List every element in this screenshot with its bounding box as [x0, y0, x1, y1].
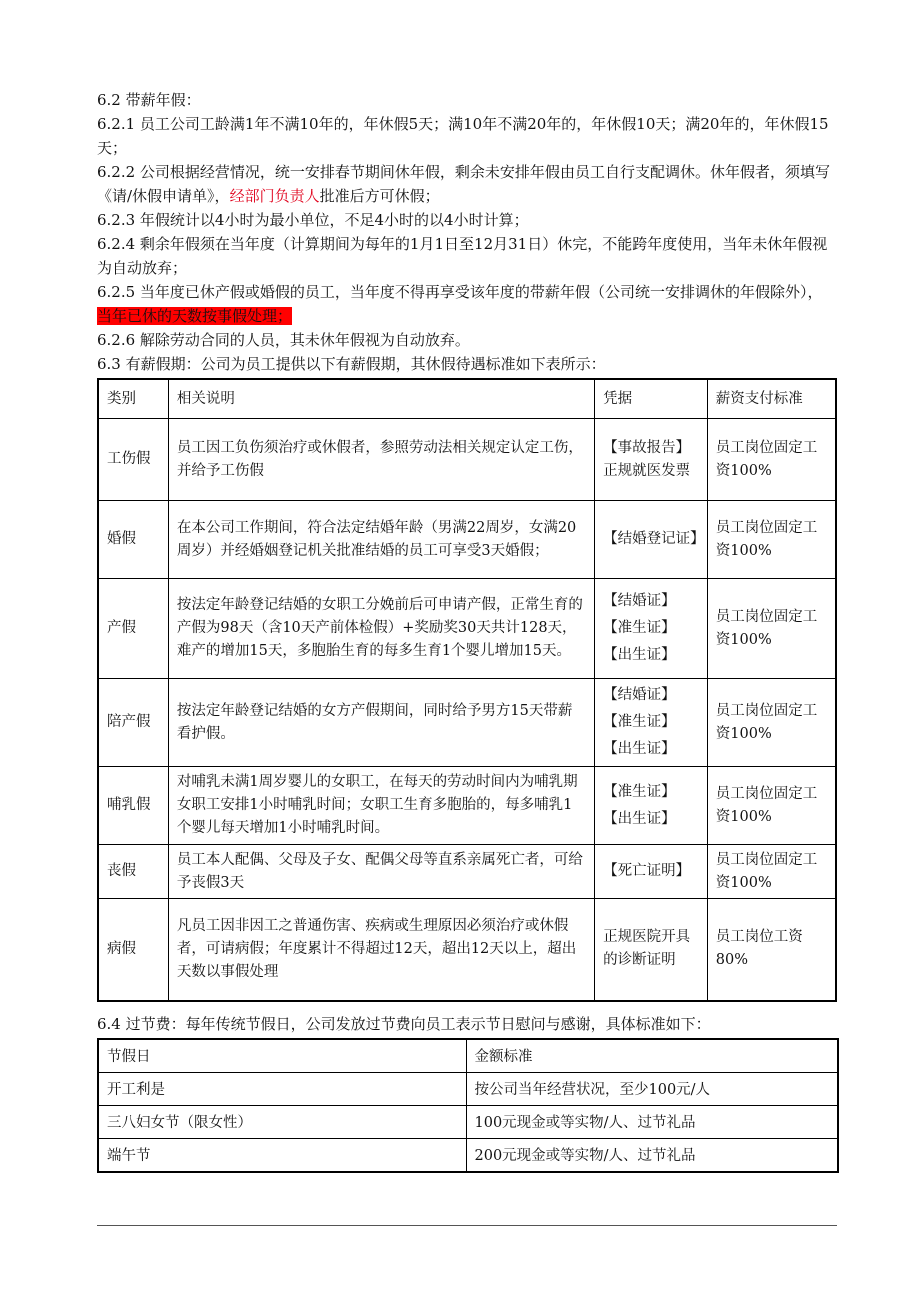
clause-6-2-1: 6.2.1 员工公司工龄满1年不满10年的，年休假5天；满10年不满20年的，年休假10天；满20年的，年休假15天；	[97, 115, 829, 157]
leave-description: 凡员工因非因工之普通伤害、疾病或生理原因必须治疗或休假者，可请病假；年度累计不得超过12天，超出12天以上，超出天数以事假处理	[168, 899, 594, 1001]
evidence-item: 【出生证】	[603, 741, 676, 757]
clause-6-2-2-red: 经部门负责人	[229, 187, 320, 205]
table-row	[98, 1138, 838, 1172]
header-description: 相关说明	[168, 379, 594, 419]
clause-6-2-2-end: 批准后方可休假；	[319, 187, 440, 205]
section-6-3-title: 6.3 有薪假期：公司为员工提供以下有薪假期，其休假待遇标准如下表所示：	[97, 355, 606, 373]
clause-6-2-5	[97, 280, 837, 328]
evidence-item: 【事故报告】正规就医发票	[603, 439, 691, 479]
leave-category: 哺乳假	[98, 767, 168, 845]
clause-6-2-2-text: 6.2.2 公司根据经营情况，统一安排春节期间休年假，剩余未安排年假由员工自行支配调休。休年假者，须填写《请/休假申请单》，	[97, 163, 830, 205]
evidence-item: 正规医院开具的诊断证明	[603, 929, 691, 969]
holiday-name: 开工利是	[98, 1072, 466, 1105]
leave-category: 婚假	[98, 501, 168, 579]
leave-category: 丧假	[98, 845, 168, 899]
leave-pay-standard: 员工岗位固定工资100%	[707, 767, 836, 845]
holiday-amount: 100元现金或等实物/人、过节礼品	[466, 1105, 838, 1138]
footer-divider	[97, 1225, 837, 1226]
evidence-item: 【结婚证】	[603, 593, 676, 609]
evidence-item: 【准生证】	[603, 620, 676, 636]
leave-pay-standard: 员工岗位工资80%	[707, 899, 836, 1001]
evidence-item: 【结婚登记证】	[603, 531, 705, 547]
leave-description: 员工因工负伤须治疗或休假者，参照劳动法相关规定认定工伤，并给予工伤假	[168, 419, 594, 501]
clause-6-2-6: 6.2.6 解除劳动合同的人员，其未休年假视为自动放弃。	[97, 331, 470, 349]
leave-description: 按法定年龄登记结婚的女职工分娩前后可申请产假，正常生育的产假为98天（含10天产前体检假）+奖励奖30天共计128天，难产的增加15天，多胞胎生育的每多生育1个婴儿增加15天。	[168, 579, 594, 679]
holiday-name: 端午节	[98, 1138, 466, 1172]
leave-description: 员工本人配偶、父母及子女、配偶父母等直系亲属死亡者，可给予丧假3天	[168, 845, 594, 899]
table-row	[98, 767, 836, 845]
leave-description: 按法定年龄登记结婚的女方产假期间，同时给予男方15天带薪看护假。	[168, 679, 594, 767]
evidence-item: 【结婚证】	[603, 687, 676, 703]
evidence-item: 【准生证】	[603, 783, 676, 800]
holiday-amount: 按公司当年经营状况，至少100元/人	[466, 1072, 838, 1105]
leave-category: 陪产假	[98, 679, 168, 767]
leave-description: 对哺乳未满1周岁婴儿的女职工，在每天的劳动时间内为哺乳期女职工安排1小时哺乳时间；女职工生育多胞胎的，每多哺乳1个婴儿每天增加1小时哺乳时间。	[168, 767, 594, 845]
holiday-amount: 200元现金或等实物/人、过节礼品	[466, 1138, 838, 1172]
table-row	[98, 579, 836, 679]
clause-6-2-5-highlight: 当年已休的天数按事假处理；	[97, 307, 293, 325]
leave-pay-standard: 员工岗位固定工资100%	[707, 579, 836, 679]
holiday-name: 三八妇女节（限女性）	[98, 1105, 466, 1138]
leave-pay-standard: 员工岗位固定工资100%	[707, 419, 836, 501]
paid-leave-table	[97, 378, 837, 1002]
leave-category: 工伤假	[98, 419, 168, 501]
leave-evidence	[595, 419, 708, 501]
clause-6-2-4: 6.2.4 剩余年假须在当年度（计算期间为每年的1月1日至12月31日）休完，不能跨年度使用，当年未休年假视为自动放弃；	[97, 235, 828, 277]
table-row	[98, 419, 836, 501]
header-amount: 金额标准	[466, 1039, 838, 1073]
leave-evidence	[595, 579, 708, 679]
header-evidence: 凭据	[595, 379, 708, 419]
evidence-item: 【出生证】	[603, 810, 676, 827]
clause-6-2-2	[97, 160, 837, 208]
table-row	[98, 501, 836, 579]
clause-6-2-3: 6.2.3 年假统计以4小时为最小单位，不足4小时的以4小时计算；	[97, 211, 529, 229]
evidence-item: 【准生证】	[603, 714, 676, 730]
header-category: 类别	[98, 379, 168, 419]
document-page	[97, 88, 837, 1173]
evidence-item: 【出生证】	[603, 647, 676, 663]
leave-evidence	[595, 501, 708, 579]
table-row	[98, 845, 836, 899]
holiday-allowance-table	[97, 1038, 839, 1173]
leave-category: 病假	[98, 899, 168, 1001]
table-header-row	[98, 379, 836, 419]
evidence-item: 【死亡证明】	[603, 863, 691, 879]
leave-evidence	[595, 767, 708, 845]
section-6-2-title: 6.2 带薪年假：	[97, 91, 201, 109]
section-6-4-title: 6.4 过节费：每年传统节假日，公司发放过节费向员工表示节日慰问与感谢，具体标准如下：	[97, 1014, 711, 1033]
header-pay-standard: 薪资支付标准	[707, 379, 836, 419]
leave-evidence	[595, 679, 708, 767]
table-row	[98, 1072, 838, 1105]
table-row	[98, 679, 836, 767]
leave-evidence	[595, 845, 708, 899]
leave-pay-standard: 员工岗位固定工资100%	[707, 501, 836, 579]
leave-description: 在本公司工作期间，符合法定结婚年龄（男满22周岁，女满20周岁）并经婚姻登记机关批准结婚的员工可享受3天婚假；	[168, 501, 594, 579]
table-row	[98, 899, 836, 1001]
table-row	[98, 1105, 838, 1138]
header-holiday: 节假日	[98, 1039, 466, 1073]
table-header-row	[98, 1039, 838, 1073]
leave-evidence	[595, 899, 708, 1001]
leave-pay-standard: 员工岗位固定工资100%	[707, 845, 836, 899]
leave-pay-standard: 员工岗位固定工资100%	[707, 679, 836, 767]
leave-category: 产假	[98, 579, 168, 679]
clause-6-2-5-text: 6.2.5 当年度已休产假或婚假的员工，当年度不得再享受该年度的带薪年假（公司统一安排调休的年假除外），	[97, 283, 823, 301]
